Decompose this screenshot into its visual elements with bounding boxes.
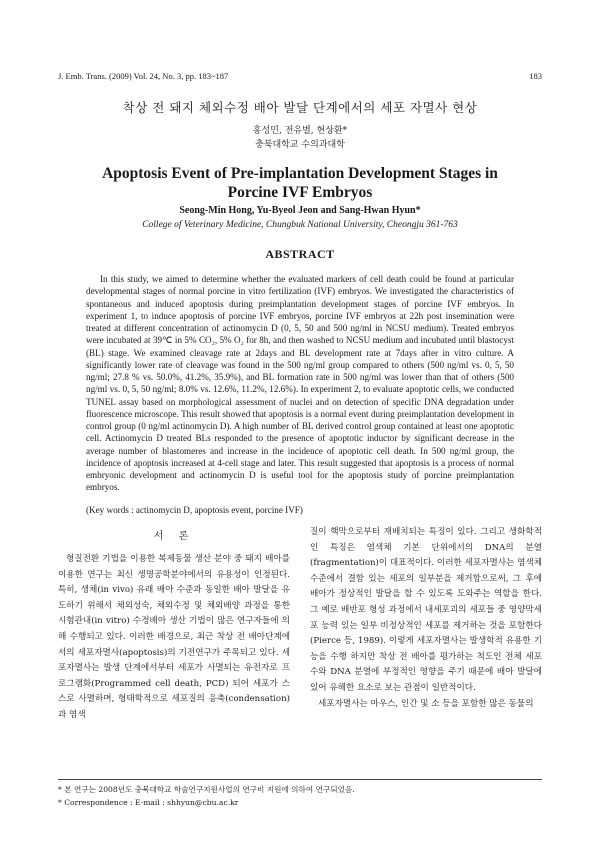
title-english-line-1: Apoptosis Event of Pre-implantation Development Stages in: [102, 165, 498, 182]
title-english-line-2: Porcine IVF Embryos: [227, 184, 373, 201]
keywords: (Key words : actinomycin D, apoptosis event, porcine IVF): [86, 505, 303, 515]
intro-column-left: [58, 531, 290, 724]
intro-paragraph-1: 형질전환 기법을 이용한 복제동물 생산 분야 중 돼지 배아를 이용한 연구는 최신 생명공학분야에서의 유용성이 인정된다. 특히, 생체(in vivo) 유래 배아 수준과 동일한 배아 발달을 유도하기 위해서 체외성숙, 체외수정 및 체외배양 과정을 통한 시험관내(in vitro) 수정배아 생산 기법이 많은 연구자들에 의해 수행되고 있다. 이러한 배경으로, 최근 착상 전 배아단계에서의 세포자멸사(apoptosis)의 기전연구가 주목되고 있다. 세포자멸사는 발생 단계에서부터 세포가 사멸되는 유전자로 프로그램화(Programmed cell death, PCD) 되어 세포가 스스로 사멸하며, 형태학적으로 세포질의 응축(condensation)과 염색: [58, 554, 290, 720]
intro-column-right: [310, 525, 542, 712]
footnote-correspondence: * Correspondence : E-mail : shhyun@cbu.ac.kr: [58, 798, 239, 807]
intro-paragraph-2: 세포자멸사는 마우스, 인간 및 소 등을 포함한 많은 동물의: [318, 698, 534, 709]
footnotes: [58, 783, 542, 809]
footnote-funding: * 본 연구는 2008년도 충북대학교 학술연구지원사업의 연구비 지원에 의하여 연구되었음.: [58, 785, 355, 794]
intro-heading: 서 론: [153, 531, 195, 542]
journal-citation: J. Emb. Trans. (2009) Vol. 24, No. 3, pp. 183~187: [58, 71, 229, 81]
page-number: 183: [529, 71, 542, 81]
running-head: [58, 71, 542, 81]
authors-korean: 홍성민, 전유별, 현상환*: [252, 126, 348, 136]
affiliation-korean: 충북대학교 수의과대학: [255, 140, 345, 150]
affiliation-english: College of Veterinary Medicine, Chungbuk National University, Cheongju 361-763: [142, 220, 458, 230]
abstract-heading: ABSTRACT: [265, 247, 335, 261]
abstract-body: [86, 273, 514, 494]
title-english: [0, 164, 600, 202]
abstract-text: In this study, we aimed to determine whether the evaluated markers of cell death could be found at particular developmental stages of normal porcine in vitro fertilization (IVF) embryos. We investigated the characteristics of spontaneous and induced apoptosis during preimplantation development stages of porcine IVF embryos. In experiment 1, to induce apoptosis of porcine IVF embryos, porcine IVF embryos at 22h post insemination were treated at different concentration of actinomycin D (0, 5, 50 and 500 ng/ml in NCSU medium). Treated embryos were incubated at 39℃ in 5% CO₂, 5% O₂ for 8h, and then washed to NCSU medium and incubated until blastocyst (BL) stage. We examined cleavage rate at 2days and BL development rate at 7days after in vitro culture. A significantly lower rate of cleavage was found in the 500 ng/ml group compared to others (500 ng/ml vs. 0, 5, 50 ng/ml; 27.8 % vs. 50.0%, 41.2%, 35.9%), and BL formation rate in 500 ng/ml was lower than that of others (500 ng/ml vs. 0, 5, 50 ng/ml; 8.0% vs. 12.6%, 11.2%, 12.6%). In experiment 2, to evaluate apoptotic cells, we conducted TUNEL assay based on morphological assessment of nuclei and on detection of specific DNA degradation under fluorescence microscope. This result showed that apoptosis is a normal event during preimplantation development in control group (0 ng/ml actinomycin D). A high number of BL derived control group contained at least one apoptotic cell. Actinomycin D treated BLs responded to the presence of apoptotic inductor by significant decrease in the average number of blastomeres and increase in the incidence of apoptotic cell death. In 500 ng/ml group, the incidence of apoptosis increased at 4-cell stage and later. This result suggested that apoptosis is a process of normal embryonic development and actinomycin D is useful tool for the apoptosis study of porcine preimplantation embryos.: [86, 274, 514, 493]
authors-english: Seong-Min Hong, Yu-Byeol Jeon and Sang-Hwan Hyun*: [179, 205, 421, 216]
title-korean: 착상 전 돼지 체외수정 배아 발달 단계에서의 세포 자멸사 현상: [122, 100, 478, 115]
footnote-divider: [58, 779, 542, 780]
intro-paragraph-1-cont: 질이 핵막으로부터 재배치되는 특징이 있다. 그리고 생화학적인 특징은 염색체 기본 단위에서의 DNA의 분열(fragmentation)이 대표적이다. 이러한 세포자멸사는 염색체 수준에서 결함 있는 세포의 일부분을 제거함으로써, 그 후에 배아가 정상적인 발달을 할 수 있도록 도와주는 역할을 한다. 그 예로 배반포 형성 과정에서 내세포괴의 세포들 중 영양막세포 능력 있는 일부 비정상적인 세포를 제거하는 것을 포함한다(Pierce 등, 1989). 이렇게 세포자멸사는 발생학적 유용한 기능을 수행 하지만 착상 전 배아를 평가하는 척도인 전체 세포수와 DNA 분열에 부정적인 영향을 주기 때문에 배아 발달에 있어 유해한 요소로 보는 관점이 일반적이다.: [310, 527, 542, 693]
